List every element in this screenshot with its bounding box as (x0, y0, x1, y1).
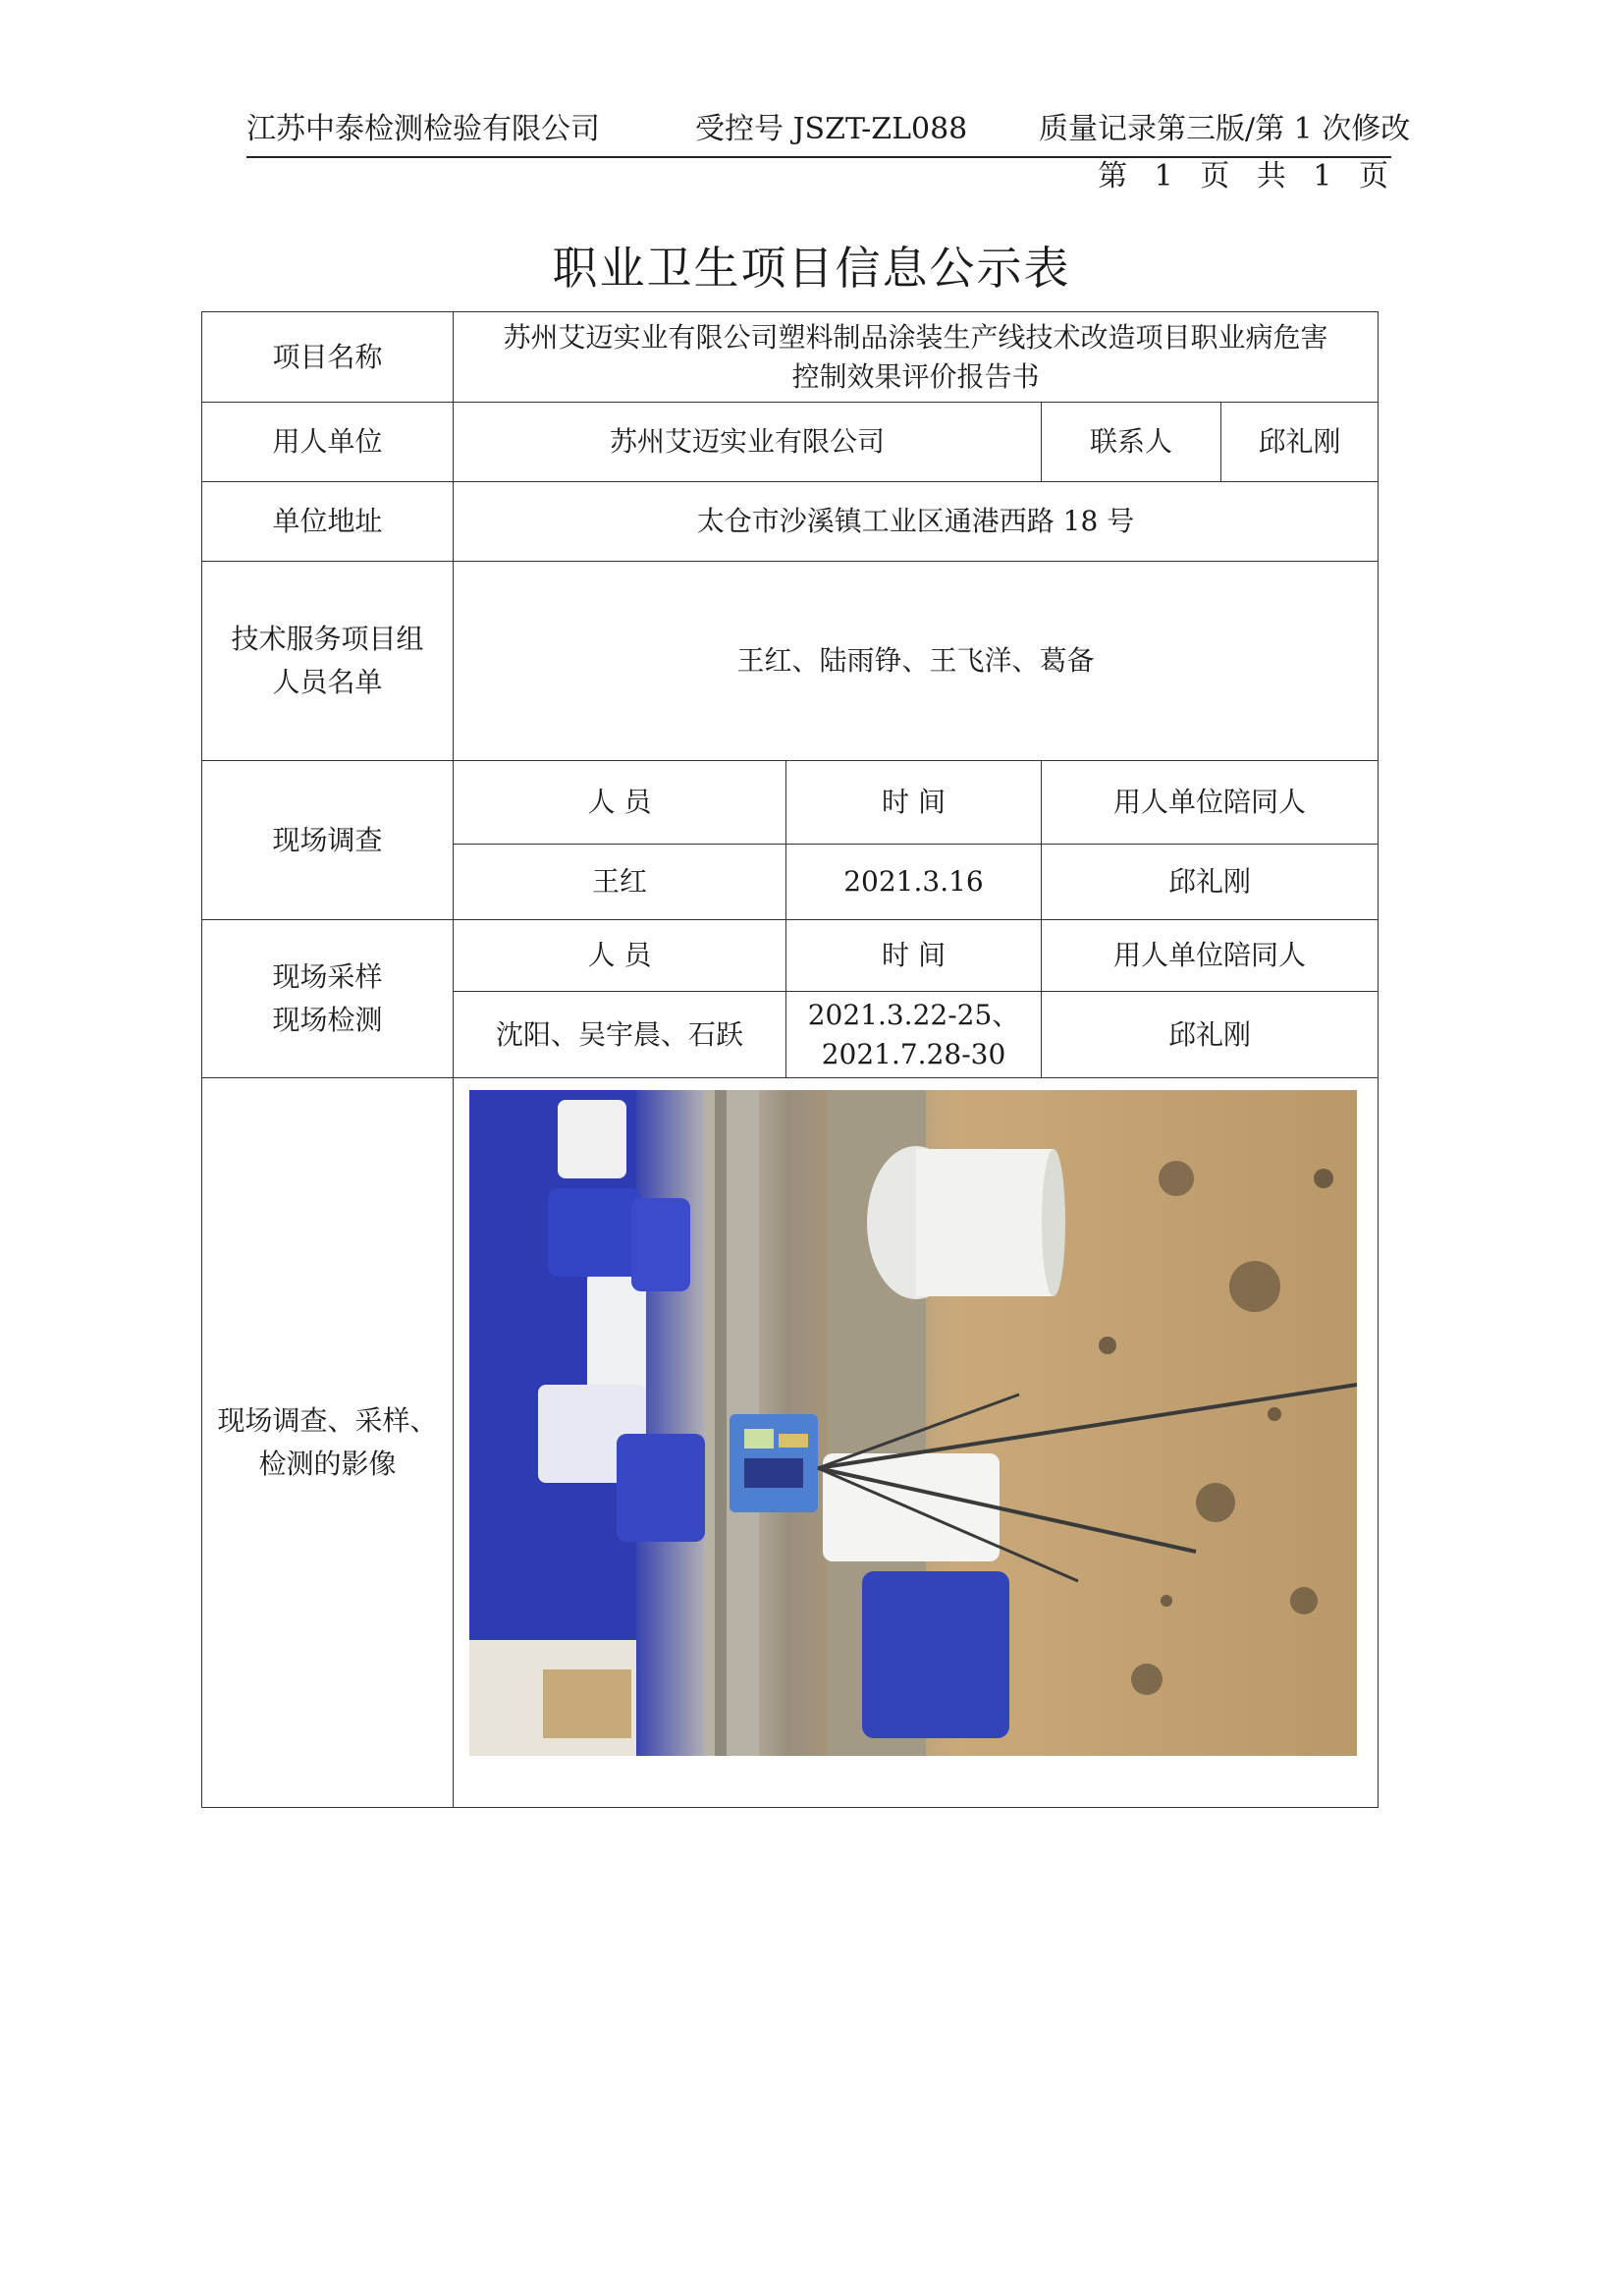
header-edition: 质量记录第三版/第 1 次修改 (1039, 112, 1411, 146)
row-employer (202, 403, 1379, 482)
contact-value: 邱礼刚 (1221, 403, 1379, 482)
header-page-info: 第 1 页 共 1 页 (1098, 159, 1388, 193)
survey-time: 2021.3.16 (786, 845, 1042, 920)
employer-value: 苏州艾迈实业有限公司 (454, 403, 1042, 482)
header-control-number: 受控号 JSZT-ZL088 (695, 112, 968, 146)
header-company: 江苏中泰检测检验有限公司 (246, 112, 600, 146)
project-name-label: 项目名称 (202, 312, 454, 403)
survey-label: 现场调查 (202, 761, 454, 920)
survey-person: 王红 (454, 845, 786, 920)
project-name-value (454, 312, 1379, 403)
address-label: 单位地址 (202, 482, 454, 562)
team-label (202, 562, 454, 761)
photo-label (202, 1078, 454, 1808)
survey-col-person: 人 员 (454, 761, 786, 845)
info-table (201, 311, 1379, 1808)
team-value: 王红、陆雨铮、王飞洋、葛备 (454, 562, 1379, 761)
photo-label-line1: 现场调查、采样、 (217, 1404, 438, 1437)
sampling-col-person: 人 员 (454, 920, 786, 992)
sampling-label (202, 920, 454, 1078)
sampling-persons: 沈阳、吴宇晨、石跃 (454, 992, 786, 1078)
sampling-label-line2: 现场检测 (272, 1004, 383, 1036)
photo-label-line2: 检测的影像 (258, 1448, 397, 1480)
sampling-col-time: 时 间 (786, 920, 1042, 992)
photo-cell (454, 1078, 1379, 1808)
sampling-time-line1: 2021.3.22-25、 (807, 998, 1020, 1031)
address-value: 太仓市沙溪镇工业区通港西路 18 号 (454, 482, 1379, 562)
row-team (202, 562, 1379, 761)
project-name-line1: 苏州艾迈实业有限公司塑料制品涂装生产线技术改造项目职业病危害 (503, 320, 1328, 354)
sampling-time-line2: 2021.7.28-30 (821, 1037, 1006, 1070)
row-sampling-header (202, 920, 1379, 992)
sampling-label-line1: 现场采样 (272, 960, 383, 993)
survey-escort: 邱礼刚 (1042, 845, 1379, 920)
row-project-name (202, 312, 1379, 403)
team-label-line2: 人员名单 (272, 666, 383, 698)
contact-label: 联系人 (1042, 403, 1221, 482)
sampling-escort: 邱礼刚 (1042, 992, 1379, 1078)
site-photo (469, 1090, 1357, 1756)
row-address (202, 482, 1379, 562)
team-label-line1: 技术服务项目组 (231, 623, 424, 655)
survey-col-escort: 用人单位陪同人 (1042, 761, 1379, 845)
site-photo-illustration (469, 1090, 1357, 1756)
survey-col-time: 时 间 (786, 761, 1042, 845)
sampling-col-escort: 用人单位陪同人 (1042, 920, 1379, 992)
row-survey-header (202, 761, 1379, 845)
employer-label: 用人单位 (202, 403, 454, 482)
document-title: 职业卫生项目信息公示表 (552, 242, 1071, 295)
row-photo (202, 1078, 1379, 1808)
sampling-time (786, 992, 1042, 1078)
project-name-line2: 控制效果评价报告书 (791, 359, 1040, 393)
